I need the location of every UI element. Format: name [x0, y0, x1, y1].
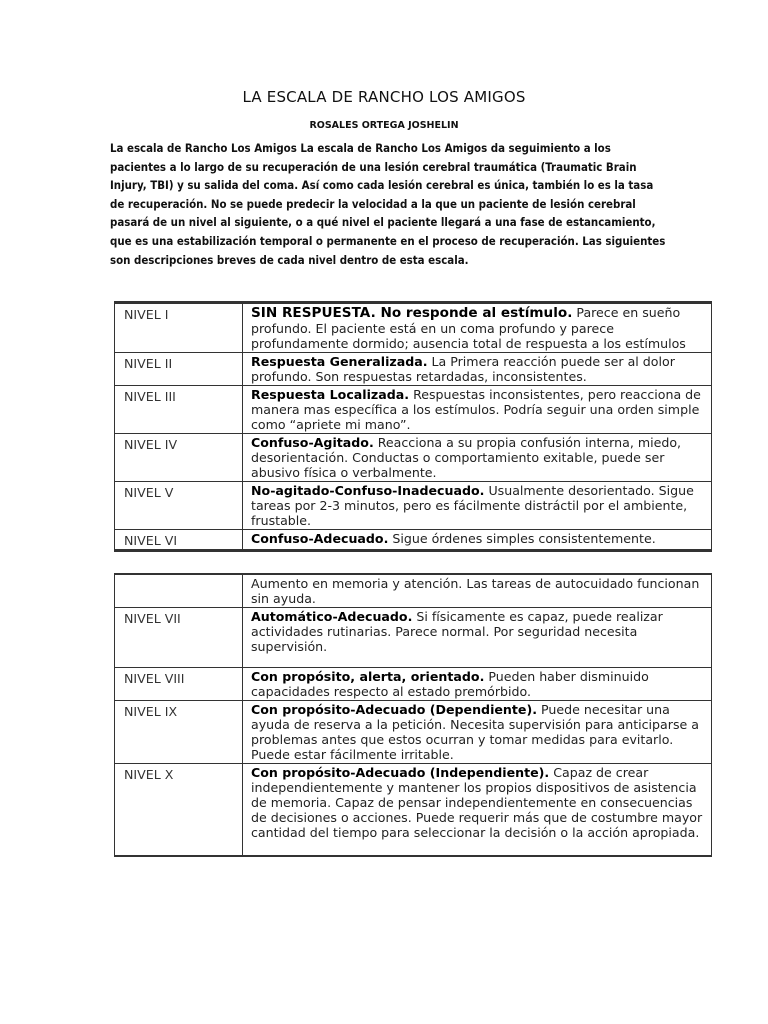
level-desc-text: Respuestas inconsistentes, pero reacciona de manera mas específica a los estímulos. Podría seguir una orden simple como “apriete mi mano”.: [251, 387, 701, 432]
level-desc-text: Capaz de crear independientemente y mantener los propios dispositivos de asistencia de memoria. Capaz de pensar independientemente en consecuencias de decisiones o acciones. Puede requerir más que de costumbre mayor cantidad del tiempo para seleccionar la decisión o la acción apropiada.: [251, 765, 703, 840]
level-term: Automático-Adecuado.: [251, 609, 413, 624]
level-desc-text: Sigue órdenes simples consistentemente.: [388, 531, 656, 546]
level-label: NIVEL IX: [115, 701, 243, 764]
level-desc-text: Aumento en memoria y atención. Las tareas de autocuidado funcionan sin ayuda.: [251, 576, 700, 606]
table-row: [115, 303, 712, 353]
level-description: [243, 303, 712, 353]
table-row: [115, 574, 712, 608]
level-term: Con propósito-Adecuado (Dependiente).: [251, 702, 537, 717]
level-term: No-agitado-Confuso-Inadecuado.: [251, 483, 485, 498]
level-description: [243, 482, 712, 530]
author-name: ROSALES ORTEGA JOSHELIN: [309, 120, 459, 131]
level-term: Con propósito-Adecuado (Independiente).: [251, 765, 550, 780]
level-label: NIVEL VII: [115, 608, 243, 668]
level-term: Confuso-Adecuado.: [251, 531, 389, 546]
level-term: Con propósito, alerta, orientado.: [251, 669, 485, 684]
page-title: LA ESCALA DE RANCHO LOS AMIGOS: [242, 88, 526, 106]
level-desc-text: Pueden haber disminuido capacidades respecto al estado premórbido.: [251, 669, 649, 699]
level-term: SIN RESPUESTA. No responde al estímulo.: [251, 305, 573, 321]
level-description: [243, 574, 712, 608]
table-row: [115, 353, 712, 386]
table-row: [115, 530, 712, 551]
table-row: [115, 608, 712, 668]
level-label: NIVEL V: [115, 482, 243, 530]
level-label: NIVEL II: [115, 353, 243, 386]
level-description: [243, 764, 712, 856]
level-label: NIVEL VI: [115, 530, 243, 551]
level-desc-text: Parece en sueño profundo. El paciente está en un coma profundo y parece profundamente dormido; ausencia total de respuesta a los estímulos: [251, 305, 686, 351]
level-desc-text: Si físicamente es capaz, puede realizar actividades rutinarias. Parece normal. Por seguridad necesita supervisión.: [251, 609, 663, 654]
table-row: [115, 764, 712, 856]
level-description: [243, 386, 712, 434]
level-description: [243, 530, 712, 551]
table-row: [115, 386, 712, 434]
level-term: Respuesta Localizada.: [251, 387, 410, 402]
level-label: NIVEL X: [115, 764, 243, 856]
level-desc-text: La Primera reacción puede ser al dolor profundo. Son respuestas retardadas, inconsistentes.: [251, 354, 675, 384]
level-description: [243, 353, 712, 386]
table-row: [115, 701, 712, 764]
level-label: NIVEL I: [115, 303, 243, 353]
level-desc-text: Puede necesitar una ayuda de reserva a la petición. Necesita supervisión para anticiparse a problemas antes que estos ocurran y tomar medidas para evitarlo. Puede estar fácilmente irritable.: [251, 702, 699, 762]
levels-table-1: [114, 301, 712, 552]
level-description: [243, 701, 712, 764]
table-row: [115, 434, 712, 482]
level-description: [243, 668, 712, 701]
level-description: [243, 434, 712, 482]
level-label: [115, 574, 243, 608]
table-row: [115, 668, 712, 701]
level-label: NIVEL IV: [115, 434, 243, 482]
level-term: Confuso-Agitado.: [251, 435, 374, 450]
table-row: [115, 482, 712, 530]
level-description: [243, 608, 712, 668]
levels-table-2: [114, 573, 712, 857]
level-desc-text: Reacciona a su propia confusión interna, miedo, desorientación. Conductas o comportamiento exitable, puede ser abusivo física o verbalmente.: [251, 435, 682, 480]
level-label: NIVEL VIII: [115, 668, 243, 701]
intro-paragraph: La escala de Rancho Los Amigos La escala de Rancho Los Amigos da seguimiento a los pacientes a lo largo de su recuperación de una lesión cerebral traumática (Traumatic Brain Injury, TBI) y su salida del coma. Así como cada lesión cerebral es única, también lo es la tasa de recuperación. No se puede predecir la velocidad a la que un paciente de lesión cerebral pasará de un nivel al siguiente, o a qué nivel el paciente llegará a una fase de estancamiento, que es una estabilización temporal o permanente en el proceso de recuperación. Las siguientes son descripciones breves de cada nivel dentro de esta escala.: [110, 141, 666, 267]
level-desc-text: Usualmente desorientado. Sigue tareas por 2-3 minutos, pero es fácilmente distráctil por el ambiente, frustable.: [251, 483, 694, 528]
level-label: NIVEL III: [115, 386, 243, 434]
level-term: Respuesta Generalizada.: [251, 354, 428, 369]
